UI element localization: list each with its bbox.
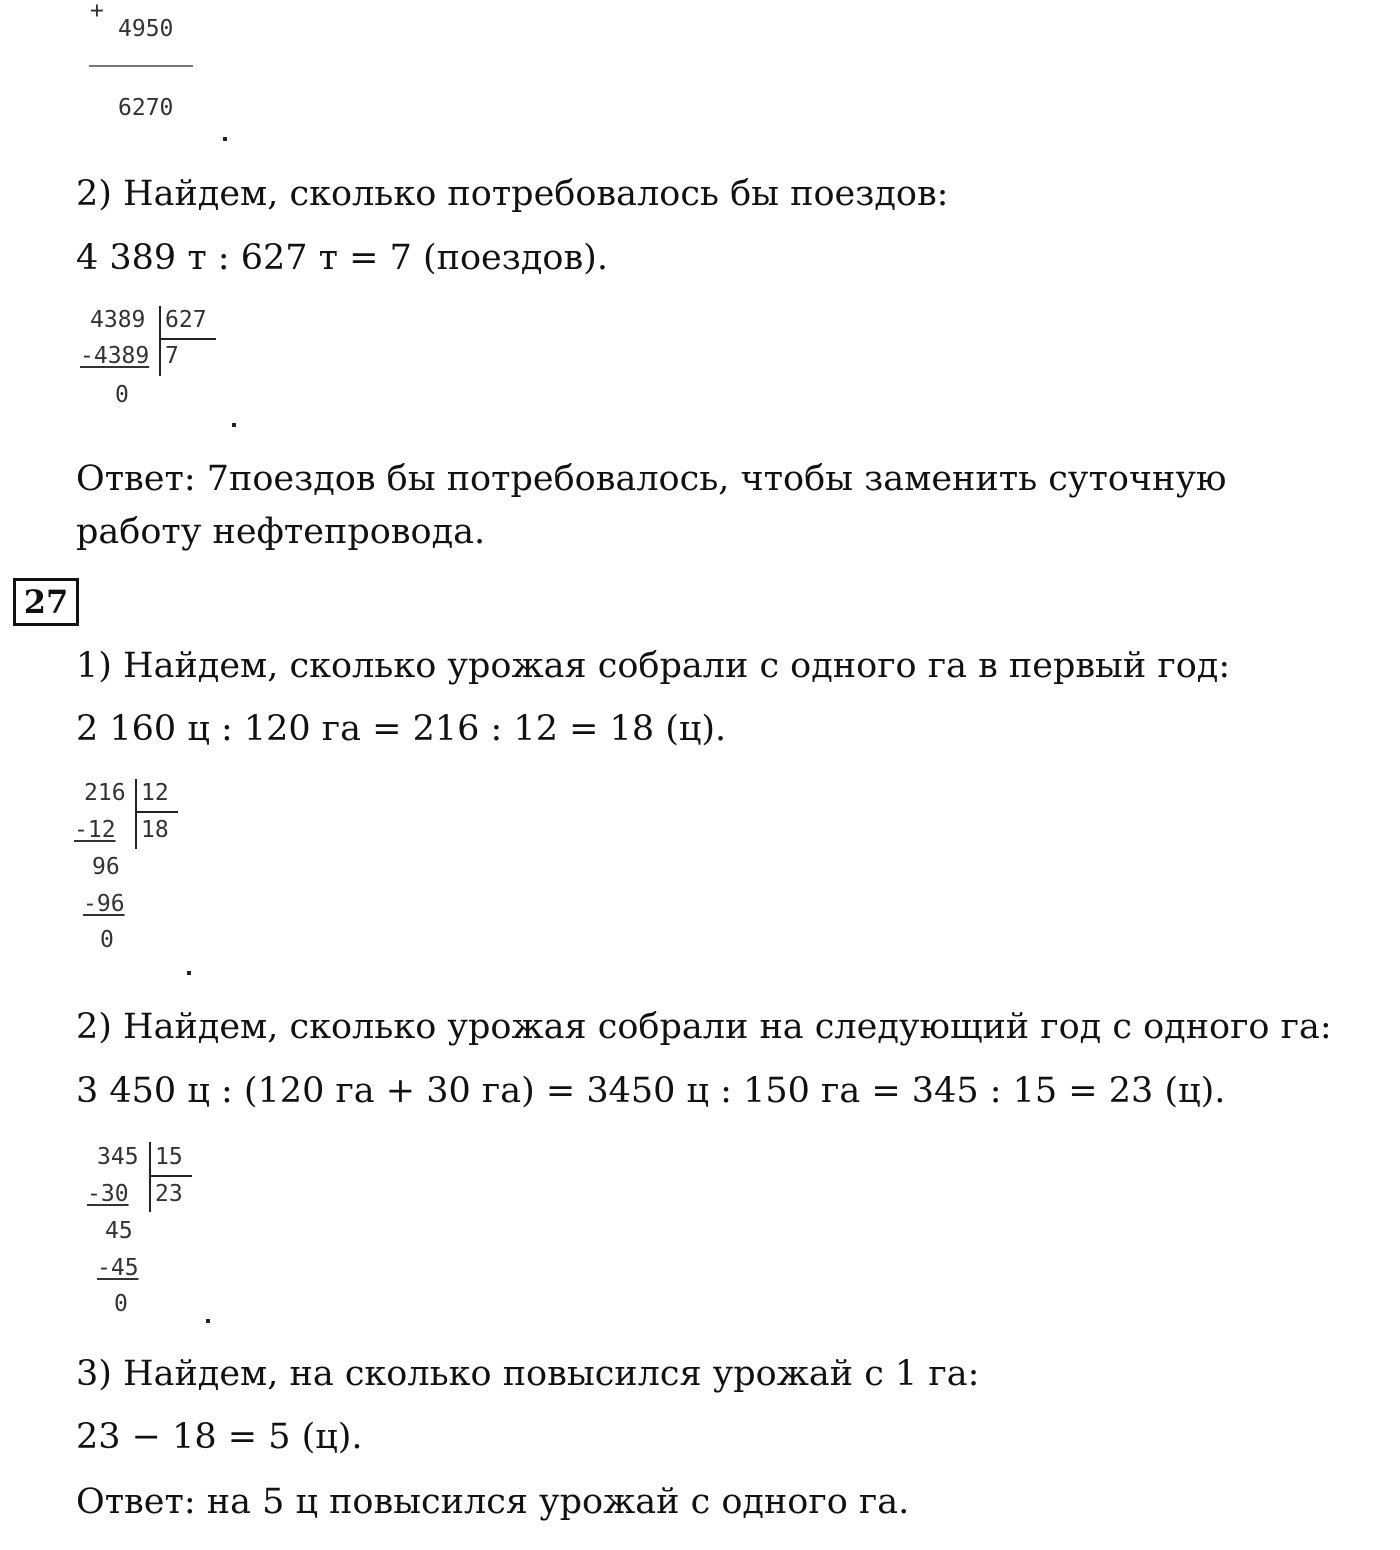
addend: 4950 <box>118 16 174 42</box>
partial-dividend: 45 <box>105 1218 133 1244</box>
division-vertical-bar <box>159 306 161 376</box>
step-heading: 2) Найдем, сколько урожая собрали на следующий год с одного га: <box>76 1007 1332 1047</box>
divisor: 627 <box>165 307 207 333</box>
answer-line: работу нефтепровода. <box>76 512 486 552</box>
task-number: 27 <box>13 578 79 626</box>
division-horizontal-bar <box>136 811 178 813</box>
period-dot <box>206 1319 210 1323</box>
remainder: 0 <box>115 382 129 408</box>
subtrahend: -45 <box>97 1255 139 1281</box>
plus-sign: + <box>90 0 104 24</box>
quotient: 18 <box>141 817 169 843</box>
step-expression: 3 450 ц : (120 га + 30 га) = 3450 ц : 150 га = 345 : 15 = 23 (ц). <box>76 1071 1226 1111</box>
dividend: 4389 <box>90 307 146 333</box>
step-heading: 3) Найдем, на сколько повысился урожай с 1 га: <box>76 1354 980 1394</box>
partial-dividend: 96 <box>92 854 120 880</box>
division-vertical-bar <box>149 1142 151 1212</box>
division-horizontal-bar <box>160 338 216 340</box>
step-expression: 23 − 18 = 5 (ц). <box>76 1417 363 1457</box>
subtrahend: -30 <box>87 1181 129 1207</box>
division-horizontal-bar <box>150 1175 192 1177</box>
step-heading: 2) Найдем, сколько потребовалось бы поездов: <box>76 174 949 214</box>
step-heading: 1) Найдем, сколько урожая собрали с одного га в первый год: <box>76 646 1231 686</box>
divisor: 15 <box>155 1144 183 1170</box>
sum: 6270 <box>118 95 174 121</box>
dividend: 216 <box>84 780 126 806</box>
answer-line: Ответ: 7поездов бы потребовалось, чтобы заменить суточную <box>76 459 1227 499</box>
subtrahend: -12 <box>74 817 116 843</box>
divisor: 12 <box>141 780 169 806</box>
remainder: 0 <box>114 1291 128 1317</box>
quotient: 23 <box>155 1181 183 1207</box>
step-expression: 4 389 т : 627 т = 7 (поездов). <box>76 238 608 278</box>
subtrahend: -4389 <box>80 343 150 369</box>
quotient: 7 <box>165 343 179 369</box>
remainder: 0 <box>100 927 114 953</box>
answer-line: Ответ: на 5 ц повысился урожай с одного га. <box>76 1482 910 1522</box>
period-dot <box>223 137 227 141</box>
subtrahend: -96 <box>83 891 125 917</box>
dividend: 345 <box>97 1144 139 1170</box>
period-dot <box>187 971 191 975</box>
division-vertical-bar <box>135 779 137 849</box>
period-dot <box>232 423 236 427</box>
step-expression: 2 160 ц : 120 га = 216 : 12 = 18 (ц). <box>76 709 727 749</box>
addition-line <box>89 65 193 67</box>
